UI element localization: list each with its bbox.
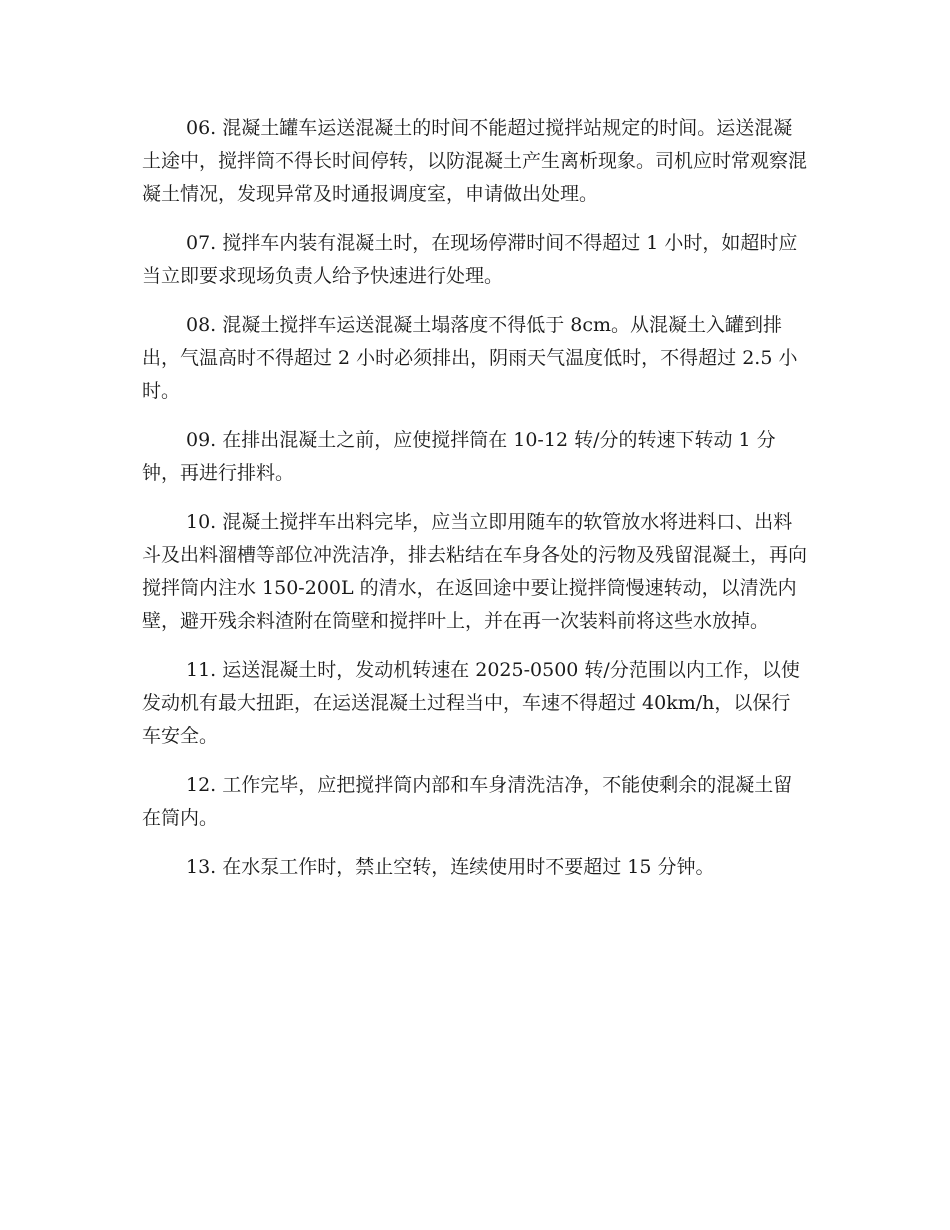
- paragraph-number: 11.: [186, 659, 217, 681]
- paragraph-10: [142, 506, 807, 638]
- paragraph-08: [142, 309, 807, 408]
- paragraph-text: 运送混凝土时，发动机转速在 2025-0500 转/分范围以内工作，以使发动机有最大扭距，在运送混凝土过程当中，车速不得超过 40km/h，以保行车安全。: [142, 659, 800, 747]
- paragraph-06: [142, 112, 807, 211]
- paragraph-11: [142, 654, 807, 753]
- paragraph-text: 混凝土搅拌车运送混凝土塌落度不得低于 8cm。从混凝土入罐到排出，气温高时不得超过 2 小时必须排出，阴雨天气温度低时，不得超过 2.5 小时。: [142, 314, 798, 402]
- paragraph-number: 09.: [186, 429, 217, 451]
- paragraph-text: 在排出混凝土之前，应使搅拌筒在 10-12 转/分的转速下转动 1 分钟，再进行排料。: [142, 429, 776, 484]
- paragraph-text: 搅拌车内装有混凝土时，在现场停滞时间不得超过 1 小时，如超时应当立即要求现场负责人给予快速进行处理。: [142, 232, 798, 287]
- paragraph-13: [142, 851, 807, 884]
- paragraph-text: 工作完毕，应把搅拌筒内部和车身清洗洁净，不能使剩余的混凝土留在筒内。: [142, 774, 793, 829]
- paragraph-text: 混凝土罐车运送混凝土的时间不能超过搅拌站规定的时间。运送混凝土途中，搅拌筒不得长时间停转，以防混凝土产生离析现象。司机应时常观察混凝土情况，发现异常及时通报调度室，申请做出处理。: [142, 117, 808, 205]
- paragraph-number: 06.: [186, 117, 217, 139]
- paragraph-text: 在水泵工作时，禁止空转，连续使用时不要超过 15 分钟。: [222, 856, 715, 878]
- paragraph-number: 13.: [186, 856, 217, 878]
- paragraph-number: 08.: [186, 314, 217, 336]
- paragraph-number: 12.: [186, 774, 217, 796]
- paragraph-number: 10.: [186, 511, 217, 533]
- paragraph-09: [142, 424, 807, 490]
- paragraph-07: [142, 227, 807, 293]
- paragraph-text: 混凝土搅拌车出料完毕，应当立即用随车的软管放水将进料口、出料斗及出料溜槽等部位冲洗洁净，排去粘结在车身各处的污物及残留混凝土，再向搅拌筒内注水 150-200L 的清水，在返回途中要让搅拌筒慢速转动，以清洗内壁，避开残余料渣附在筒壁和搅拌叶上，并在再一次装料前将这些水放掉。: [142, 511, 808, 632]
- paragraph-number: 07.: [186, 232, 217, 254]
- document-body: [142, 112, 807, 900]
- paragraph-12: [142, 769, 807, 835]
